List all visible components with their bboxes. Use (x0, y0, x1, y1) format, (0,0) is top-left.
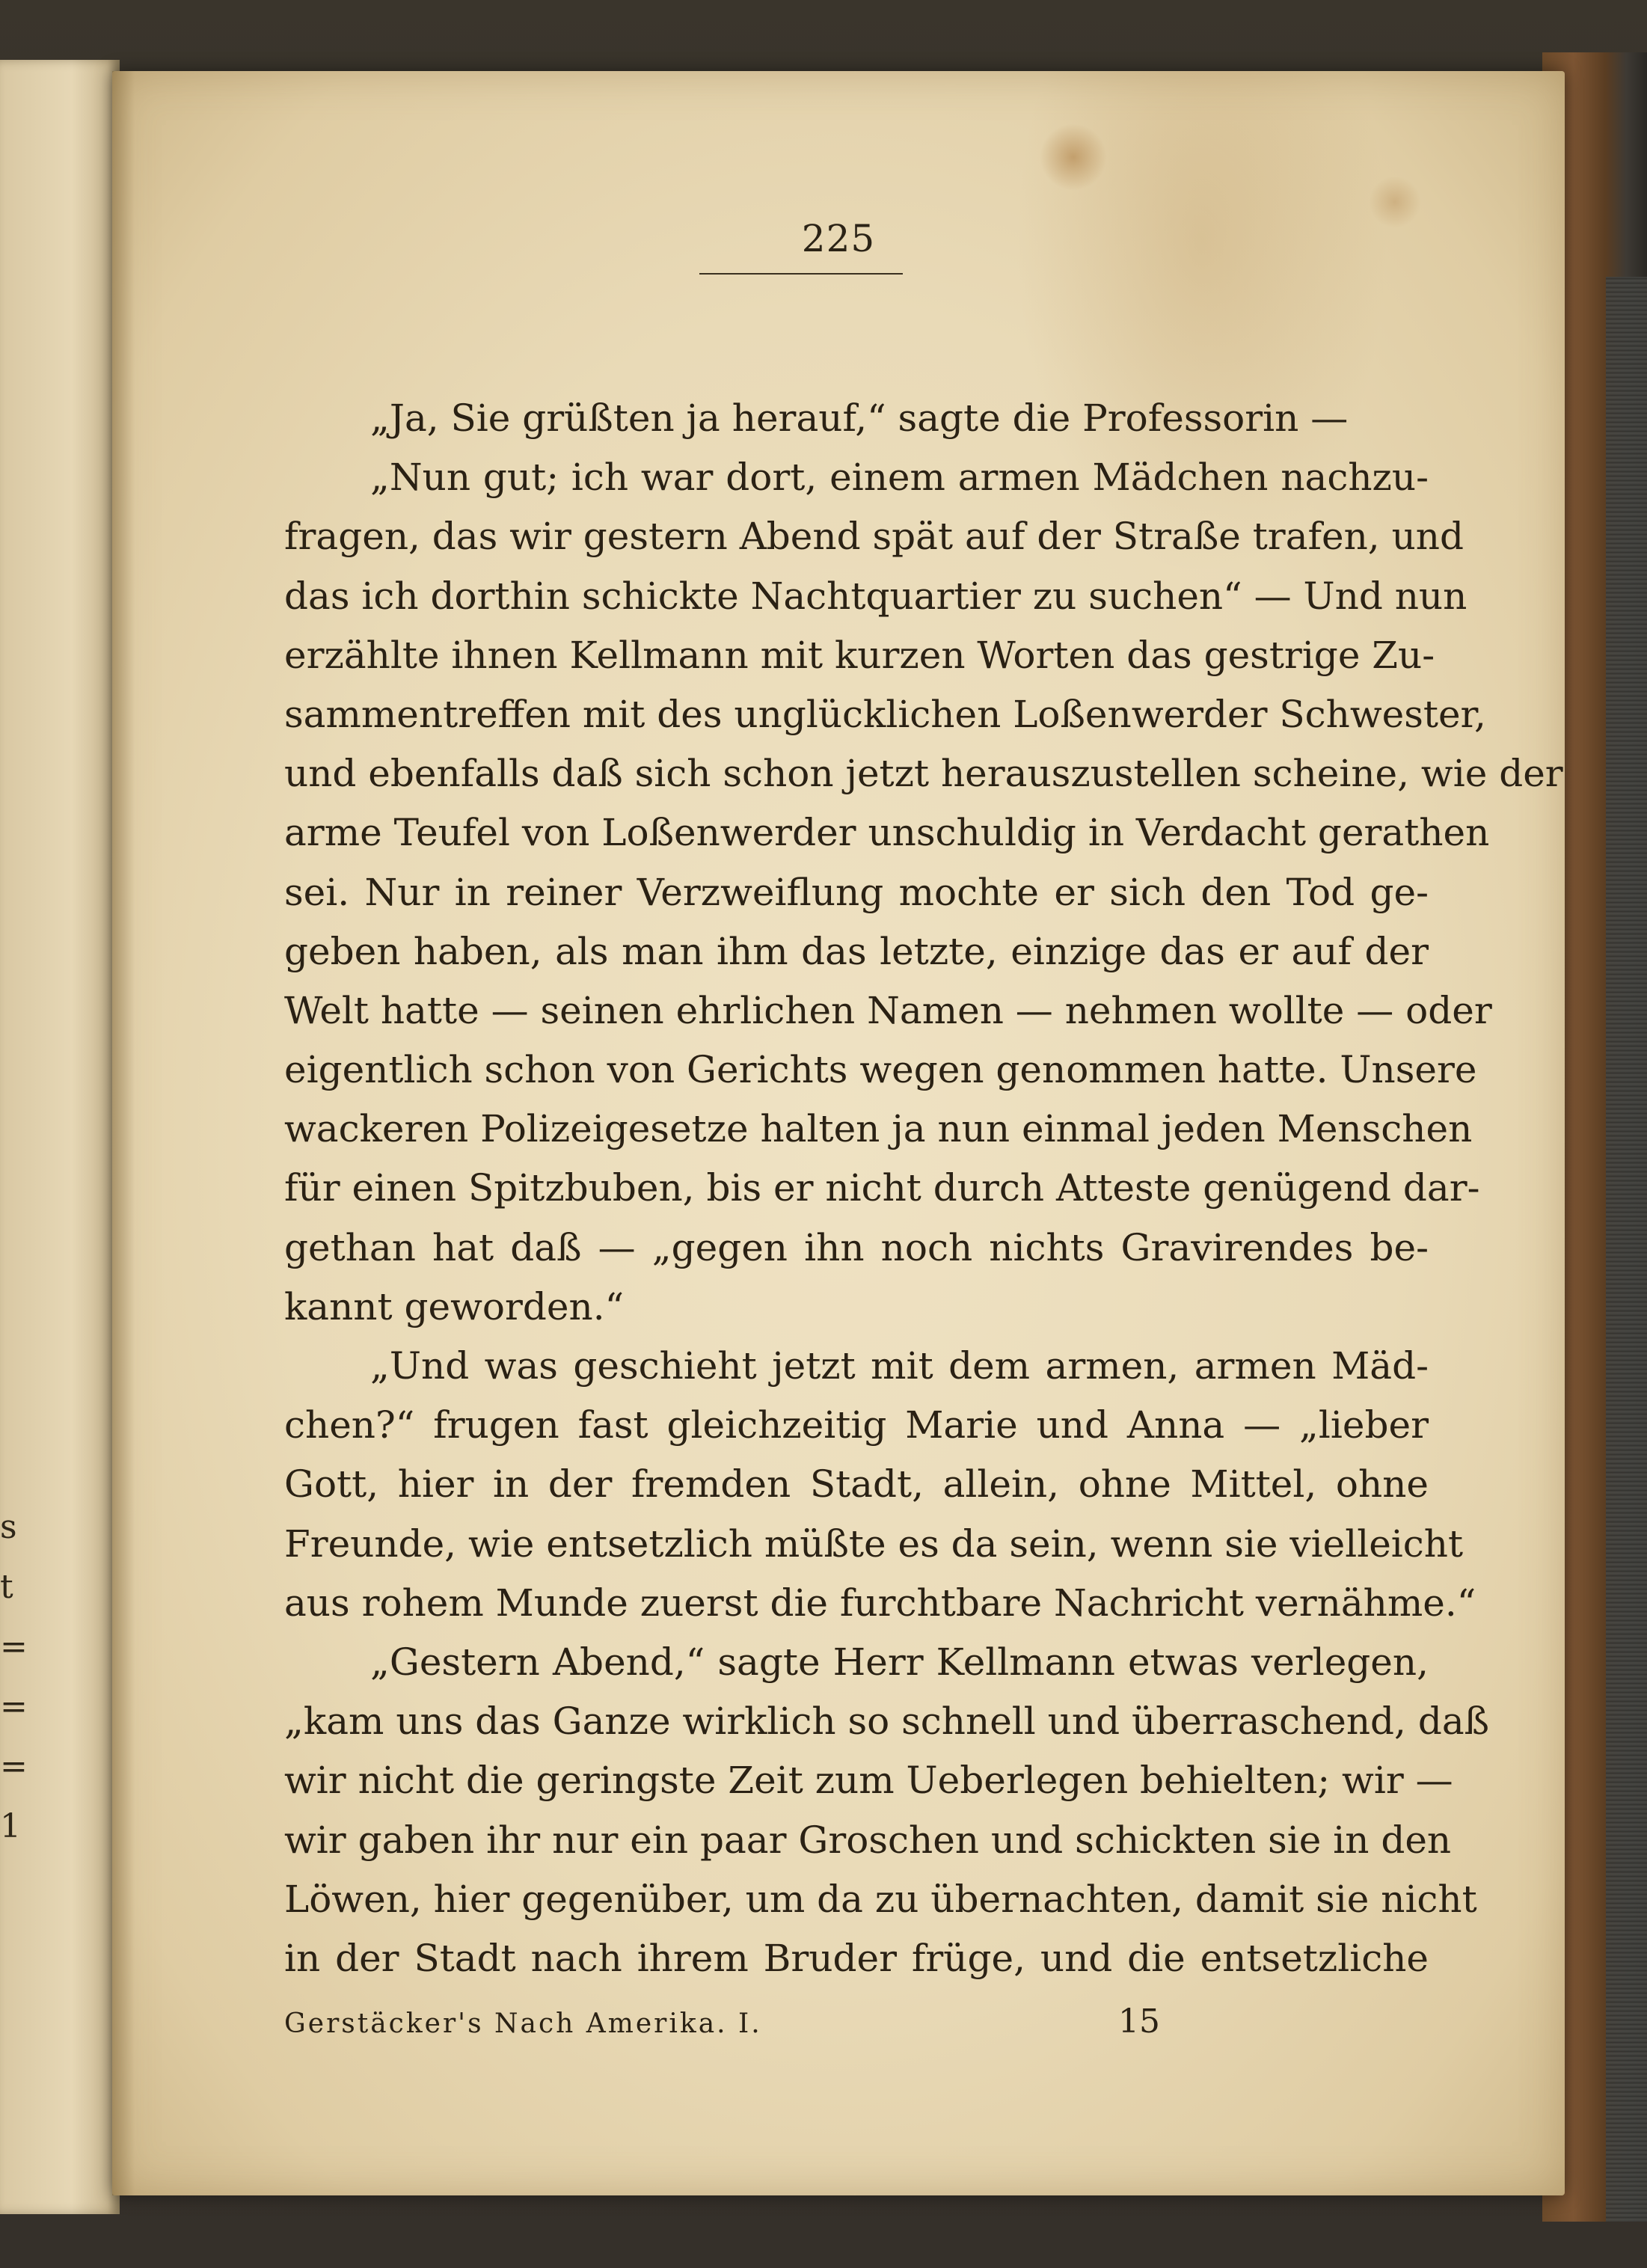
text-line: kannt geworden.“ (284, 1284, 625, 1328)
text-line: wir gaben ihr nur ein paar Groschen und schickten sie in den (284, 1818, 1452, 1862)
book-page (112, 71, 1565, 2195)
text-line: wir nicht die geringste Zeit zum Ueberlegen behielten; wir — (284, 1759, 1453, 1803)
text-line: und ebenfalls daß sich schon jetzt herauszustellen scheine, wie der (284, 752, 1563, 796)
text-line: „Gestern Abend,“ sagte Herr Kellmann etwas verlegen, (370, 1640, 1429, 1684)
text-line: aus rohem Munde zuerst die furchtbare Nachricht vernähme.“ (284, 1581, 1476, 1625)
header-rule (699, 273, 903, 275)
text-line: „Ja, Sie grüßten ja herauf,“ sagte die Professorin — (370, 396, 1349, 440)
page-footer (284, 2002, 1429, 2053)
text-line: „kam uns das Ganze wirklich so schnell und überraschend, daß (284, 1700, 1490, 1744)
body-text (284, 389, 1563, 1988)
text-line: geben haben, als man ihm das letzte, einzige das er auf der (284, 929, 1429, 973)
left-page-fragment: t (0, 1568, 13, 1606)
text-line: eigentlich schon von Gerichts wegen genommen hatte. Unsere (284, 1048, 1477, 1092)
text-line: Welt hatte — seinen ehrlichen Namen — nehmen wollte — oder (284, 988, 1492, 1032)
page-number: 225 (801, 217, 876, 260)
left-page-fragment: = (0, 1688, 28, 1726)
text-line: wackeren Polizeigesetze halten ja nun einmal jeden Menschen (284, 1107, 1473, 1151)
text-line: „Nun gut; ich war dort, einem armen Mädchen nachzu- (370, 456, 1429, 500)
text-line: Freunde, wie entsetzlich müßte es da sein, wenn sie vielleicht (284, 1521, 1464, 1566)
text-line: das ich dorthin schickte Nachtquartier zu suchen“ — Und nun (284, 574, 1467, 618)
signature-mark: 15 (1118, 2002, 1160, 2041)
text-line: Löwen, hier gegenüber, um da zu übernachten, damit sie nicht (284, 1877, 1477, 1921)
text-line: chen?“ frugen fast gleichzeitig Marie und Anna — „lieber (284, 1403, 1429, 1447)
left-page-fragment: 1 (0, 1807, 21, 1845)
text-line: in der Stadt nach ihrem Bruder früge, und die entsetzliche (284, 1936, 1429, 1980)
text-line: sammentreffen mit des unglücklichen Loßenwerder Schwester, (284, 692, 1486, 736)
text-line: Gott, hier in der fremden Stadt, allein, ohne Mittel, ohne (284, 1462, 1429, 1507)
text-line: für einen Spitzbuben, bis er nicht durch Atteste genügend dar- (284, 1166, 1480, 1210)
left-page-fragment: = (0, 1628, 28, 1666)
printer-signature: Gerstäcker's Nach Amerika. I. (284, 2008, 762, 2039)
left-page-edge (0, 60, 120, 2214)
left-page-fragment: = (0, 1747, 28, 1786)
text-line: erzählte ihnen Kellmann mit kurzen Worten das gestrige Zu- (284, 633, 1435, 677)
paper-stain (1040, 123, 1107, 191)
text-line: arme Teufel von Loßenwerder unschuldig in Verdacht gerathen (284, 811, 1490, 855)
text-line: sei. Nur in reiner Verzweiflung mochte er sich den Tod ge- (284, 870, 1429, 914)
text-line: fragen, das wir gestern Abend spät auf der Straße trafen, und (284, 515, 1464, 559)
left-page-fragment: s (0, 1508, 17, 1546)
text-line: gethan hat daß — „gegen ihn noch nichts Gravirendes be- (284, 1225, 1429, 1269)
text-line: „Und was geschieht jetzt mit dem armen, armen Mäd- (370, 1344, 1429, 1388)
